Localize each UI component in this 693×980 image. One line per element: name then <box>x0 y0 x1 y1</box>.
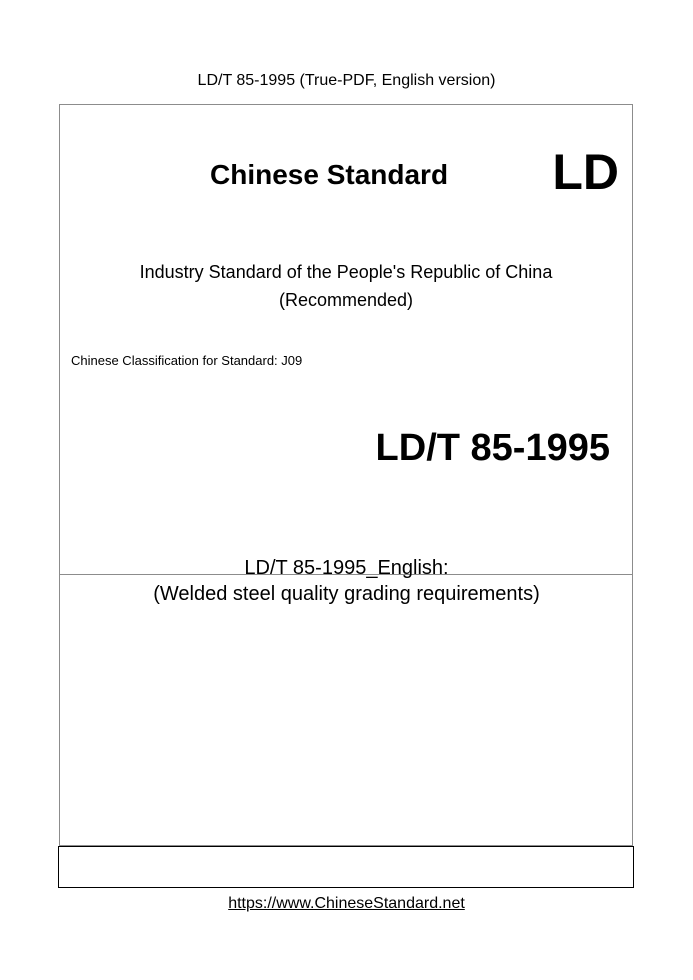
subtitle-line-1: Industry Standard of the People's Republic of China <box>139 262 553 282</box>
document-title <box>0 555 693 607</box>
subtitle-line-2: (Recommended) <box>278 290 414 310</box>
page-header: LD/T 85-1995 (True-PDF, English version) <box>197 72 496 89</box>
brand-code: LD <box>552 144 619 200</box>
website-link[interactable]: https://www.ChineseStandard.net <box>228 895 465 912</box>
bottom-box <box>58 846 634 888</box>
cover-frame <box>59 104 633 846</box>
document-title-line-1: LD/T 85-1995_English: <box>244 557 449 579</box>
cover-top-section <box>60 105 632 575</box>
brand-title: Chinese Standard <box>210 159 449 190</box>
subtitle <box>60 258 632 314</box>
document-title-line-2: (Welded steel quality grading requirements) <box>153 583 540 605</box>
standard-code: LD/T 85-1995 <box>375 427 610 469</box>
footer <box>0 894 693 914</box>
classification-label: Chinese Classification for Standard: J09 <box>71 353 303 368</box>
